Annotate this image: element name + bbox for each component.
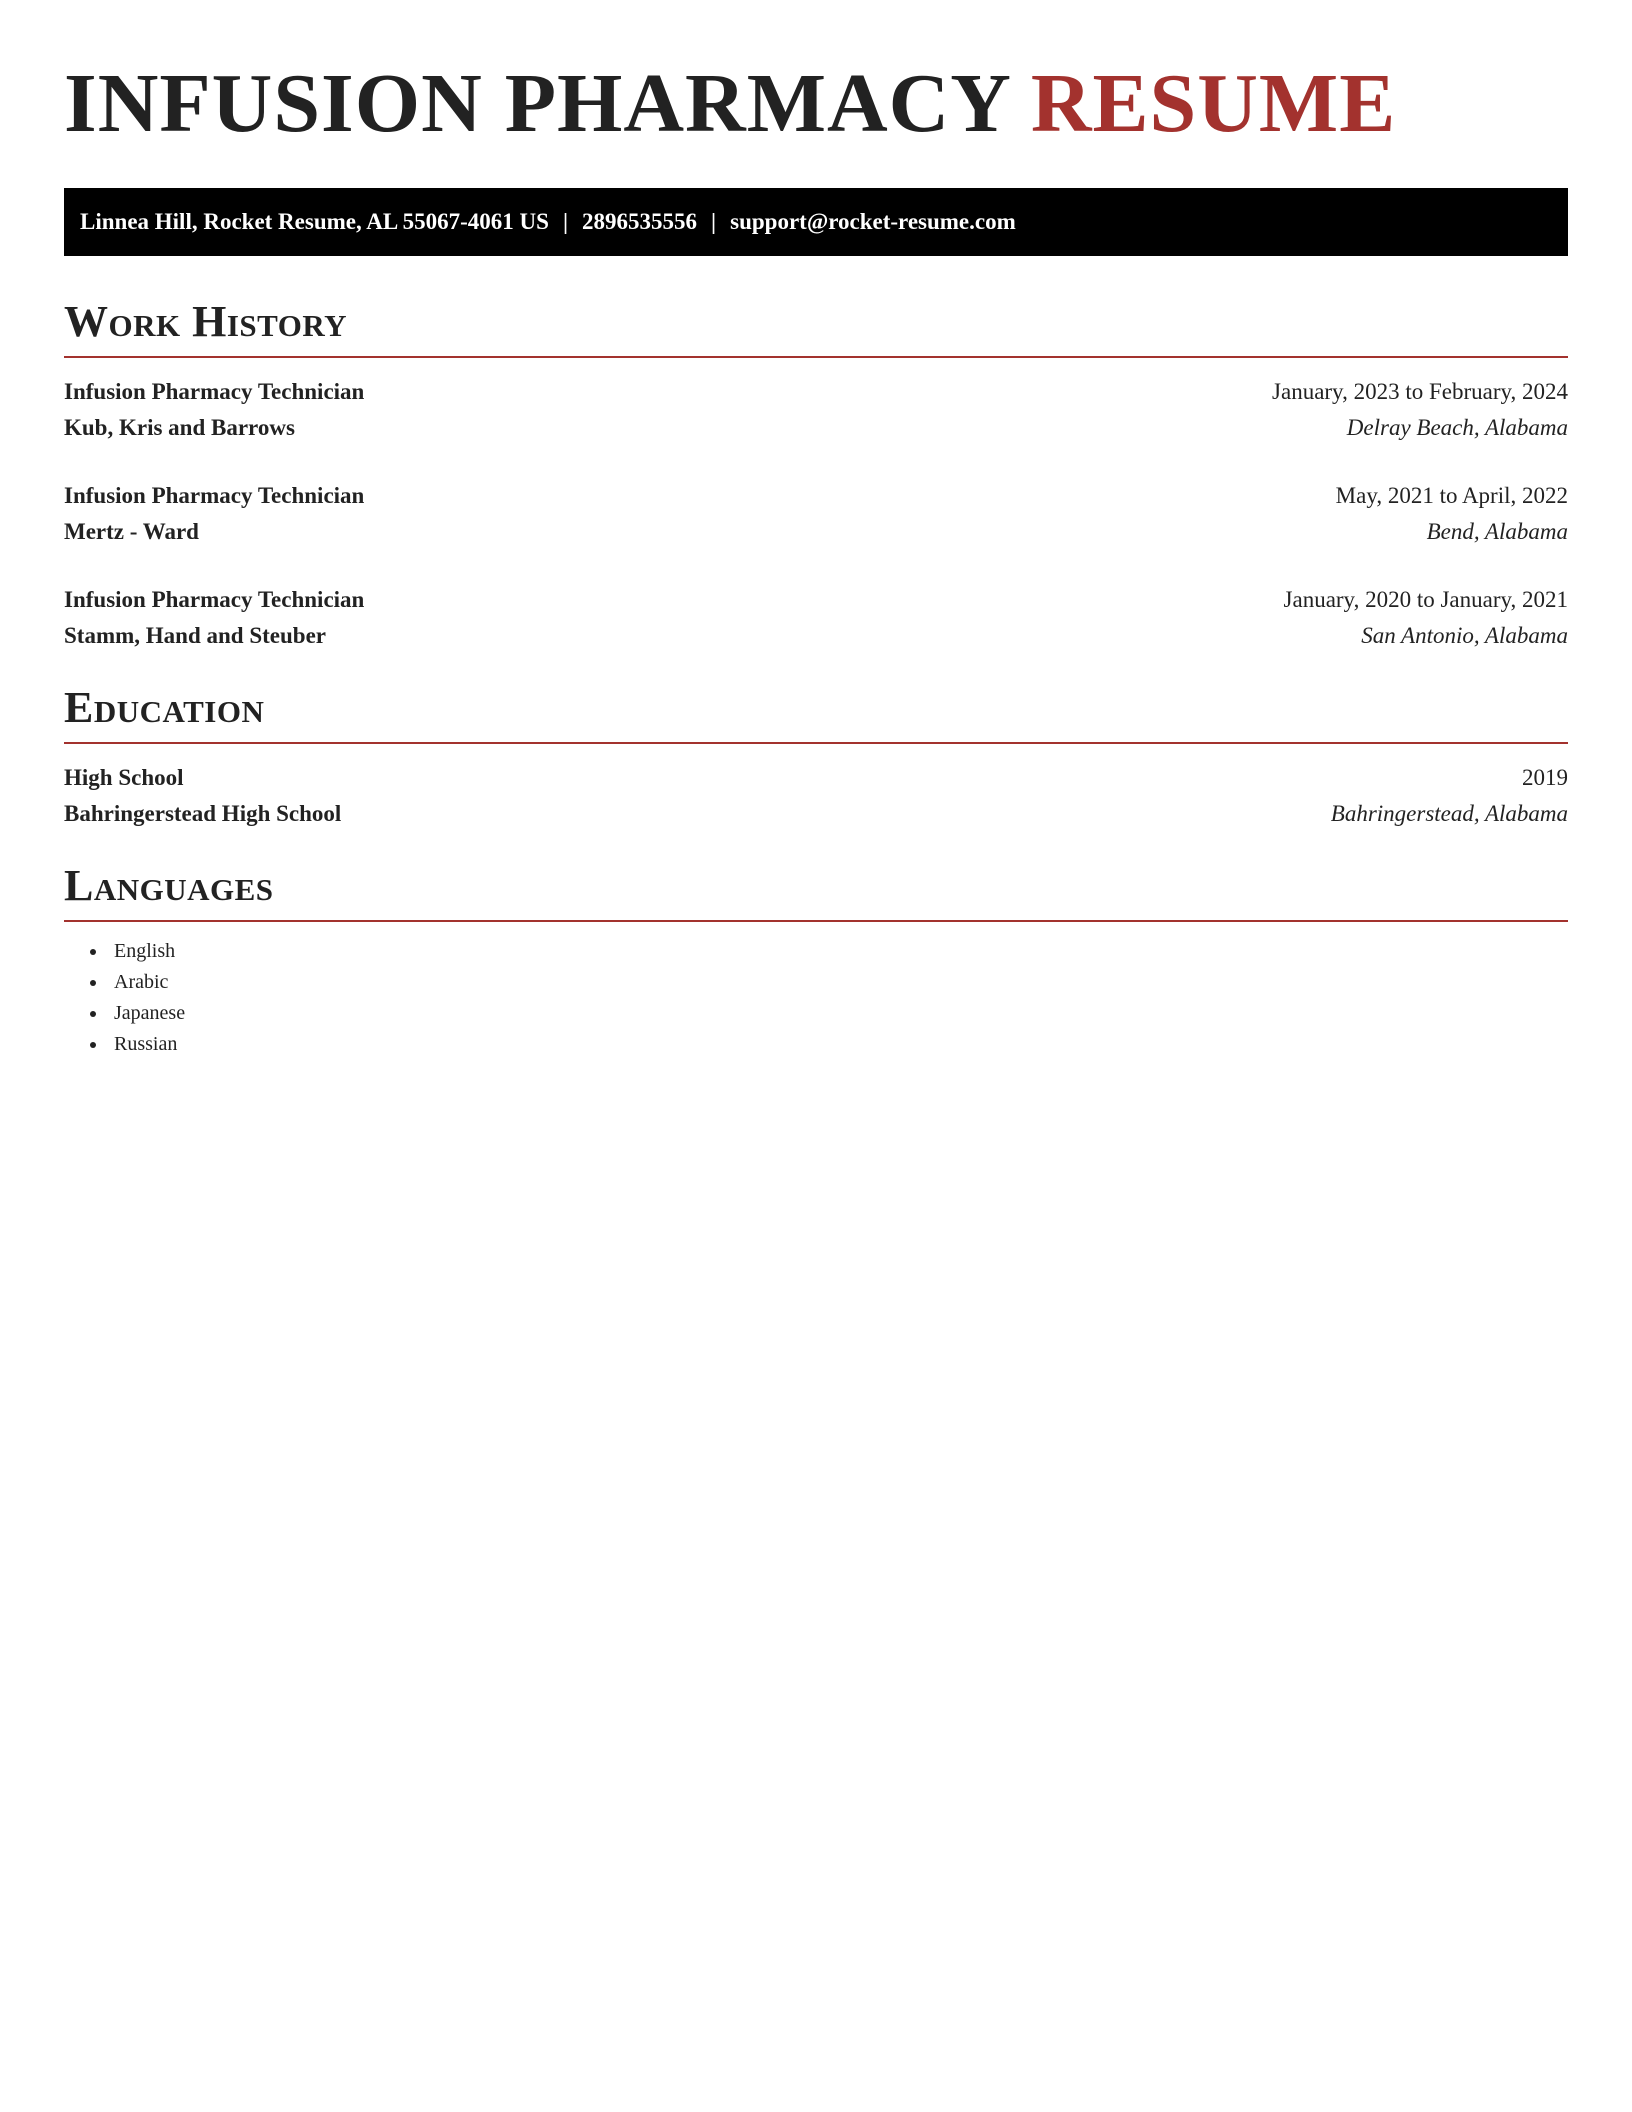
education-location: Bahringerstead, Alabama <box>1330 801 1568 826</box>
job-title: Infusion Pharmacy Technician <box>64 379 365 404</box>
contact-bar <box>64 188 1568 256</box>
job-company: Kub, Kris and Barrows <box>64 415 295 440</box>
resume-page <box>64 0 1568 1060</box>
list-item: • Arabic <box>108 967 1568 998</box>
contact-separator: | <box>711 209 717 234</box>
job-entry <box>64 478 1568 550</box>
education-entry <box>64 760 1568 832</box>
list-item: • Japanese <box>108 998 1568 1029</box>
job-location: Delray Beach, Alabama <box>1346 415 1568 440</box>
section-divider <box>64 920 1568 922</box>
job-entry <box>64 582 1568 654</box>
education-degree: High School <box>64 765 184 790</box>
contact-address: Linnea Hill, Rocket Resume, AL 55067-4061 US <box>80 209 549 234</box>
job-entry <box>64 374 1568 446</box>
section-heading-education: Education <box>64 683 265 732</box>
section-divider <box>64 742 1568 744</box>
job-dates: January, 2023 to February, 2024 <box>1272 379 1568 404</box>
title-accent: RESUME <box>1030 57 1397 150</box>
education-year: 2019 <box>1522 765 1568 790</box>
job-location: Bend, Alabama <box>1426 519 1568 544</box>
job-location: San Antonio, Alabama <box>1361 623 1568 648</box>
languages-list <box>64 936 1568 1060</box>
job-dates: May, 2021 to April, 2022 <box>1335 483 1568 508</box>
job-company: Stamm, Hand and Steuber <box>64 623 326 648</box>
title-main: INFUSION PHARMACY <box>64 57 1009 150</box>
job-title: Infusion Pharmacy Technician <box>64 587 365 612</box>
education-school: Bahringerstead High School <box>64 801 342 826</box>
job-dates: January, 2020 to January, 2021 <box>1283 587 1568 612</box>
contact-phone: 2896535556 <box>582 209 698 234</box>
education-section <box>64 682 1568 832</box>
work-history-section <box>64 296 1568 654</box>
section-divider <box>64 356 1568 358</box>
contact-separator: | <box>562 209 569 234</box>
languages-section <box>64 860 1568 1060</box>
section-heading-languages: Languages <box>64 861 274 910</box>
job-title: Infusion Pharmacy Technician <box>64 483 365 508</box>
list-item: • English <box>108 936 1568 967</box>
list-item: • Russian <box>108 1029 1568 1060</box>
job-company: Mertz - Ward <box>64 519 199 544</box>
resume-title <box>64 0 1568 152</box>
contact-email: support@rocket-resume.com <box>730 209 1016 234</box>
section-heading-work-history: Work History <box>64 297 348 346</box>
